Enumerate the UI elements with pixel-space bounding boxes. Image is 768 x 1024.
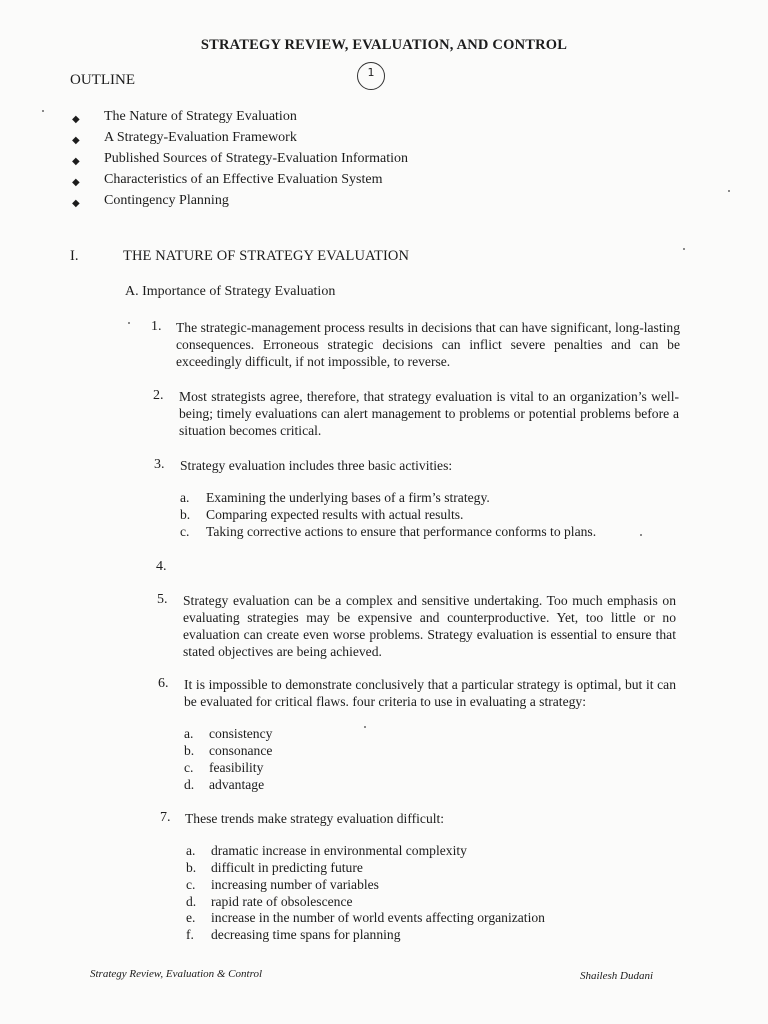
outline-item: The Nature of Strategy Evaluation — [104, 109, 297, 124]
subitem-label: c. — [180, 524, 190, 539]
outline-heading: OUTLINE — [70, 72, 135, 88]
diamond-bullet-icon: ◆ — [72, 198, 80, 209]
outline-item: Characteristics of an Effective Evaluation System — [104, 172, 383, 187]
subitem-label: c. — [184, 760, 194, 775]
subitem-label: b. — [180, 507, 191, 522]
subitem-text: increase in the number of world events affecting organization — [211, 910, 545, 925]
subitem-label: c. — [186, 877, 196, 892]
point-number: 6. — [158, 676, 169, 691]
subitem-text: rapid rate of obsolescence — [211, 894, 353, 909]
diamond-bullet-icon: ◆ — [72, 135, 80, 146]
page-number-marker: 1 — [357, 62, 385, 90]
subitem-label: f. — [186, 927, 194, 942]
point-text: It is impossible to demonstrate conclusively that a particular strategy is optimal, but it can be evaluated for critical flaws. four criteria to use in evaluating a strategy: — [184, 677, 676, 709]
outline-item: Published Sources of Strategy-Evaluation Information — [104, 151, 409, 166]
point-number: 7. — [160, 810, 171, 825]
section-number: I. — [70, 248, 79, 264]
point-number: 2. — [153, 388, 164, 403]
subitem-text: feasibility — [209, 760, 264, 775]
point-number: 4. — [156, 559, 167, 574]
point-text: Strategy evaluation can be a complex and sensitive undertaking. Too much emphasis on evaluating strategies may be expensive and counterproductive. Yet, too little or no evaluation can create even worse problems. Strategy evaluation is essential to ensure that stated objectives are being achieved. — [183, 593, 676, 659]
subitem-text: Comparing expected results with actual results. — [206, 507, 464, 522]
diamond-bullet-icon: ◆ — [72, 156, 80, 167]
subsection-heading: A. Importance of Strategy Evaluation — [125, 284, 336, 299]
diamond-bullet-icon: ◆ — [72, 114, 80, 125]
outline-item: A Strategy-Evaluation Framework — [104, 130, 297, 145]
subitem-label: d. — [186, 894, 197, 909]
subitem-text: dramatic increase in environmental complexity — [211, 843, 467, 858]
page-title: STRATEGY REVIEW, EVALUATION, AND CONTROL — [200, 37, 568, 53]
subitem-text: increasing number of variables — [211, 877, 379, 892]
footer-author: Shailesh Dudani — [580, 970, 654, 982]
scan-speck — [128, 322, 130, 324]
subitem-text: Taking corrective actions to ensure that performance conforms to plans. — [206, 524, 597, 539]
subitem-text: advantage — [209, 777, 265, 792]
scan-speck — [640, 534, 642, 536]
scan-speck — [364, 726, 366, 728]
subitem-label: e. — [186, 910, 196, 925]
point-text: Strategy evaluation includes three basic activities: — [180, 458, 453, 473]
subitem-text: difficult in predicting future — [211, 860, 363, 875]
subitem-text: consonance — [209, 743, 273, 758]
subitem-text: decreasing time spans for planning — [211, 927, 401, 942]
subitem-label: d. — [184, 777, 195, 792]
section-title: THE NATURE OF STRATEGY EVALUATION — [123, 248, 410, 264]
point-text: The strategic-management process results in decisions that can have significant, long-lasting consequences. Erroneous strategic decisions can inflict severe penalties and can be exceedingly difficult, if not impossible, to reverse. — [176, 320, 680, 369]
point-text: These trends make strategy evaluation difficult: — [185, 811, 445, 826]
subitem-text: Examining the underlying bases of a firm’s strategy. — [206, 490, 490, 505]
scan-speck — [42, 110, 44, 112]
subitem-text: consistency — [209, 726, 273, 741]
subitem-label: b. — [184, 743, 195, 758]
point-text: Most strategists agree, therefore, that strategy evaluation is vital to an organization’s well-being; timely evaluations can alert management to problems or potential problems before a situation becomes critical. — [179, 389, 679, 438]
scan-speck — [683, 248, 685, 250]
diamond-bullet-icon: ◆ — [72, 177, 80, 188]
subitem-label: b. — [186, 860, 197, 875]
outline-item: Contingency Planning — [104, 193, 229, 208]
point-number: 3. — [154, 457, 165, 472]
point-number: 1. — [151, 319, 162, 334]
subitem-label: a. — [184, 726, 194, 741]
scan-speck — [728, 190, 730, 192]
point-number: 5. — [157, 592, 168, 607]
subitem-label: a. — [186, 843, 196, 858]
subitem-label: a. — [180, 490, 190, 505]
footer-document-title: Strategy Review, Evaluation & Control — [90, 968, 262, 980]
